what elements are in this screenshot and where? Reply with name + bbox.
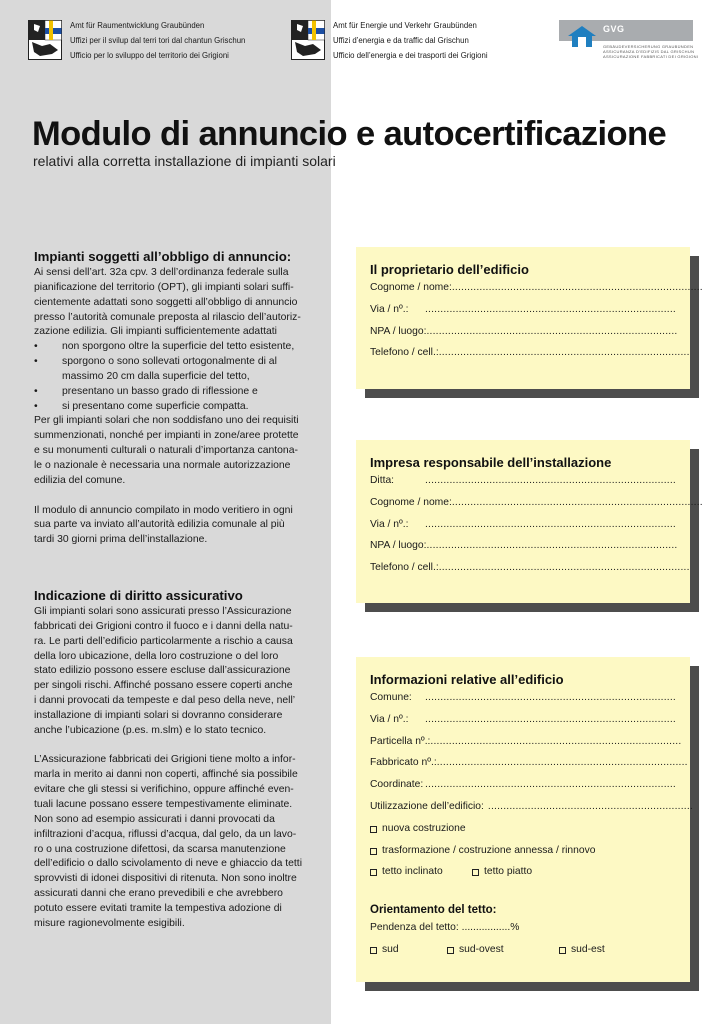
text-line: Gli impianti solari sono assicurati presso l’Assicurazione [34, 606, 292, 617]
form-field-telefono[interactable] [370, 562, 690, 584]
field-label: Via / nº.: [370, 303, 409, 315]
gvg-logo-lines [603, 44, 698, 59]
text-line: summenzionati, nonché per impianti in zone/aree protette [34, 430, 299, 442]
bullet-icon: • [34, 400, 38, 412]
text-line: potuto essere evitati tramite la tempestiva adozione di [34, 902, 282, 914]
field-label: Cognome / nome: [370, 282, 452, 293]
graubuenden-crest-icon [28, 20, 62, 60]
field-label: Fabbricato nº.: [370, 757, 437, 769]
checkbox-icon[interactable] [559, 947, 566, 954]
gvg-logo-line: ASSICURANZA D’EDIFIZIS DAL GRISCHUN [603, 49, 695, 54]
field-label: NPA / luogo: [370, 540, 427, 552]
checkbox-sud[interactable] [370, 944, 447, 966]
gvg-logo [559, 20, 699, 64]
list-item [34, 385, 324, 400]
checkbox-label: trasformazione / costruzione annessa / rinnovo [382, 844, 596, 856]
text-line: tuali lacune possano essere tempestivamente eliminate. [34, 798, 293, 810]
checkbox-icon[interactable] [472, 869, 479, 876]
text-line: cientemente adattati sono soggetti all’obbligo di annuncio [34, 296, 298, 308]
checkbox-trasformazione[interactable] [370, 845, 596, 867]
fill-line[interactable]: .................................................................................. [425, 692, 676, 703]
list-item [34, 340, 324, 355]
form-field-particella[interactable] [370, 735, 682, 758]
fill-line[interactable]: .................................................................................. [451, 496, 703, 508]
form-field-utilizzazione[interactable] [370, 800, 693, 823]
text-line: evitare che gli stessi si verifichino, oppure affinché even- [34, 784, 294, 796]
fill-line[interactable]: .................................................................................. [425, 518, 676, 530]
bullet-icon: • [34, 341, 38, 353]
field-label: Particella nº.: [370, 735, 431, 747]
card-edificio [356, 657, 693, 982]
field-label: Via / nº.: [370, 713, 409, 725]
field-label: Coordinate: [370, 779, 424, 791]
field-label: Utilizzazione dell’edificio: [370, 800, 484, 812]
form-field-coordinate[interactable] [370, 779, 676, 801]
field-label: NPA / luogo: [370, 325, 427, 337]
list-item [34, 400, 324, 415]
text-line: Non sono ad esempio assicurati i danni provocati da [34, 813, 275, 825]
office-energie [291, 18, 488, 63]
checkbox-sud-est[interactable] [559, 944, 605, 966]
fill-line[interactable]: .................................................................................. [425, 303, 676, 315]
card-proprietario [356, 247, 703, 389]
text-line: non sporgono oltre la superficie del tetto esistente, [62, 341, 295, 353]
checkbox-icon[interactable] [447, 947, 454, 954]
form-field-npa[interactable] [370, 540, 676, 562]
checkbox-icon[interactable] [370, 848, 377, 855]
checkbox-row [370, 866, 676, 888]
field-label: Cognome / nome: [370, 496, 452, 508]
section-assicurazione-heading: Indicazione di diritto assicurativo [34, 588, 243, 603]
fill-line[interactable]: .................................................................................. [425, 713, 676, 725]
fill-line[interactable]: .................................................................................. [430, 735, 682, 747]
text-line: zazione edilizia. Gli impianti sufficientemente adattati [34, 326, 277, 338]
text-line: massimo 20 cm dalla superficie del tetto, [62, 370, 250, 382]
text-line: tardi 30 giorni prima dell’installazione. [34, 534, 208, 546]
office-2-lines [333, 18, 488, 63]
fill-line[interactable]: .................................................................................. [438, 562, 690, 574]
text-line: fabbricati dei Grigioni contro il fuoco e i danni della natu- [34, 620, 293, 632]
office-1-line: Uffizi per il svilup dal terri tori dal chantun Grischun [70, 36, 246, 45]
section-obbligo [34, 249, 324, 548]
text-line: le o nazionale è necessaria una normale autorizzazione [34, 459, 291, 471]
field-label: Ditta: [370, 475, 395, 486]
graubuenden-crest-icon [291, 20, 325, 60]
checkbox-row [370, 944, 676, 966]
form-field-ditta[interactable] [370, 475, 676, 497]
text-line: Per gli impianti solari che non soddisfano uno dei requisiti [34, 415, 299, 427]
house-icon [567, 24, 597, 48]
text-line: pianificazione del territorio (OPT), gli impianti solari suffi- [34, 281, 294, 293]
text-line: e su monumenti culturali o naturali d’importanza cantona- [34, 445, 298, 457]
text-line: presentano un basso grado di riflessione e [62, 385, 258, 397]
orientamento-heading: Orientamento del tetto: [370, 904, 497, 917]
form-field-npa[interactable] [370, 326, 676, 348]
field-label: Comune: [370, 692, 412, 703]
text-line: per singoli rischi. Affinché possano essere coperti anche [34, 680, 293, 692]
text-line: Ai sensi dell’art. 32a cpv. 3 dell’ordinanza federale sulla [34, 267, 289, 278]
form-field-via[interactable] [370, 519, 676, 541]
card-proprietario-title: Il proprietario dell’edificio [370, 262, 529, 277]
field-label: Via / nº.: [370, 518, 409, 530]
text-line: installazione di impianti solari si dovranno considerare [34, 709, 283, 721]
text-line: sua parte va inviato all’autorità edilizia comunale al più [34, 519, 285, 531]
form-field-via[interactable] [370, 304, 676, 326]
text-line: sprovvisti di idonei dispositivi di ritenuta. Non sono inoltre [34, 873, 297, 885]
checkbox-row [370, 823, 676, 845]
fill-line[interactable]: .................................................................................. [451, 282, 703, 293]
checkbox-icon[interactable] [370, 947, 377, 954]
page-subtitle: relativi alla corretta installazione di impianti solari [33, 153, 336, 169]
checkbox-icon[interactable] [370, 869, 377, 876]
text-line: dell’edificio o dallo scivolamento di neve e ghiaccio da tetti [34, 858, 303, 870]
section-assicurazione [34, 588, 324, 932]
text-line: edilizia del comune. [34, 474, 126, 486]
text-line: stato edilizio possono essere escluse dall’assicurazione [34, 665, 291, 677]
field-label: Telefono / cell.: [370, 562, 439, 574]
checkbox-label: sud-est [571, 943, 605, 955]
bullet-icon: • [34, 385, 38, 397]
checkbox-row [370, 845, 676, 867]
office-2-line: Ufficio dell’energia e dei trasporti dei Grigioni [333, 51, 488, 60]
text-line: presso l’autorità comunale preposta al rilascio dell’autoriz- [34, 311, 301, 323]
office-2-line: Uffizi d’energia e da traffic dal Grischun [333, 36, 469, 45]
checkbox-label: sud [382, 943, 399, 955]
checkbox-label: nuova costruzione [382, 822, 466, 834]
form-field-fabbricato[interactable] [370, 757, 688, 779]
checkbox-sud-ovest[interactable] [447, 944, 559, 966]
fill-line[interactable]: .................................................................................. [438, 347, 690, 359]
text-line: sporgono o sono sollevati ortogonalmente di al [62, 356, 277, 368]
office-1-lines [70, 18, 245, 63]
list-item [34, 355, 324, 385]
page-title: Modulo di annuncio e autocertificazione [32, 115, 667, 153]
checkbox-nuova-costruzione[interactable] [370, 823, 466, 845]
gvg-logo-line: GEBÄUDEVERSICHERUNG GRAUBÜNDEN [603, 44, 694, 49]
text-line: i danni provocati da tempeste e dal peso della neve, nell’ [34, 695, 296, 707]
field-label: Telefono / cell.: [370, 347, 439, 359]
gvg-logo-line: ASSICURAZIONE FABBRICATI DEI GRIGIONI [603, 54, 699, 59]
form-field-telefono[interactable] [370, 347, 690, 369]
text-line: misure ragionevolmente esigibili. [34, 917, 185, 929]
form-field-pendenza[interactable]: Pendenza del tetto: .................% [370, 922, 520, 934]
form-field-cognome[interactable] [370, 282, 703, 304]
form-field-comune[interactable] [370, 692, 676, 714]
fill-line[interactable]: ................................................................... [487, 800, 693, 812]
fill-line[interactable]: .................................................................................. [426, 325, 678, 337]
office-raumentwicklung [28, 18, 245, 63]
checkbox-label: tetto inclinato [382, 866, 443, 878]
fill-line[interactable]: .................................................................................. [426, 540, 678, 552]
checkbox-icon[interactable] [370, 826, 377, 833]
section-obbligo-heading: Impianti soggetti all’obbligo di annuncio: [34, 249, 292, 264]
text-line: ro o una costruzione difettosi, da scarsa manutenzione [34, 843, 286, 855]
text-line: della loro ubicazione, della loro costruzione o del loro [34, 650, 279, 662]
fill-line[interactable]: .................................................................................. [425, 475, 676, 486]
office-2-line: Amt für Energie und Verkehr Graubünden [333, 21, 477, 30]
checkbox-tetto-inclinato[interactable] [370, 866, 472, 888]
gvg-logo-name: GVG [603, 24, 625, 34]
text-line: Il modulo di annuncio compilato in modo veritiero in ogni [34, 504, 293, 516]
text-line: ra. Le parti dell’edificio particolarmente a rischio a causa [34, 635, 293, 647]
text-line: assicurati danni che erano prevedibili e che avrebbero [34, 888, 283, 900]
checkbox-label: tetto piatto [484, 866, 533, 878]
text-line: L’Assicurazione fabbricati dei Grigioni tiene molto a infor- [34, 754, 296, 766]
text-line: marla in merito ai danni non coperti, affinché sia possibile [34, 769, 298, 781]
checkbox-label: sud-ovest [459, 943, 504, 955]
form-field-cognome[interactable] [370, 496, 703, 519]
bullet-icon: • [34, 356, 38, 368]
fill-line[interactable]: .................................................................................. [425, 779, 676, 791]
form-field-via[interactable] [370, 714, 676, 736]
fill-line[interactable]: .................................................................................. [436, 757, 688, 769]
card-edificio-title: Informazioni relative all’edificio [370, 672, 564, 687]
checkbox-tetto-piatto[interactable] [472, 866, 532, 888]
card-impresa-title: Impresa responsabile dell’installazione [370, 455, 612, 470]
card-impresa [356, 440, 703, 603]
text-line: anche l’ubicazione (p.es. m.slm) e lo stato tecnico. [34, 724, 267, 736]
office-1-line: Ufficio per lo sviluppo del territorio dei Grigioni [70, 51, 229, 60]
text-line: infiltrazioni d’acqua, riflussi d’acqua, dal gelo, da un lavo- [34, 828, 297, 840]
text-line: si presentano come superficie compatta. [62, 400, 249, 412]
office-1-line: Amt für Raumentwicklung Graubünden [70, 21, 205, 30]
